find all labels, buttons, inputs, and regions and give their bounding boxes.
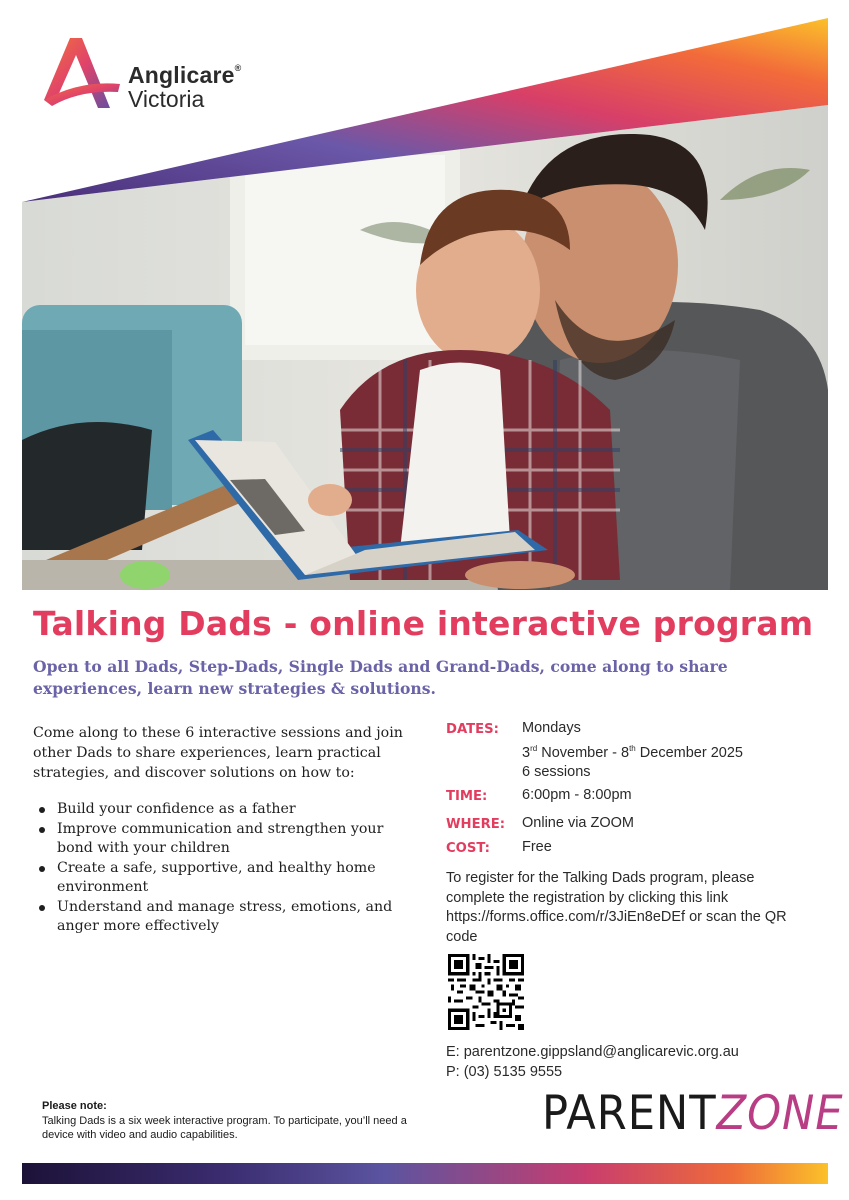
- parentzone-part2: ZONE: [716, 1086, 844, 1141]
- list-item: [33, 800, 418, 820]
- parentzone-part1: PARENT: [542, 1086, 717, 1141]
- where-value: Online via ZOOM: [522, 815, 634, 831]
- registered-mark: ®: [234, 63, 242, 73]
- page-subtitle: Open to all Dads, Step-Dads, Single Dads and Grand-Dads, come along to share experiences, learn new strategies & solutions.: [33, 657, 728, 698]
- contact-info: [446, 1043, 739, 1082]
- brand-wordmark: [128, 64, 241, 111]
- list-item-text: Create a safe, supportive, and healthy home environment: [57, 859, 376, 895]
- list-item-text: Build your confidence as a father: [57, 801, 296, 817]
- footer-gradient-bar: [22, 1163, 828, 1184]
- where-label: WHERE:: [446, 817, 506, 832]
- contact-phone[interactable]: P: (03) 5135 9555: [446, 1063, 563, 1080]
- parentzone-logo: [542, 1086, 844, 1141]
- bullet-icon: [39, 807, 45, 813]
- list-item: [33, 898, 418, 937]
- contact-email[interactable]: E: parentzone.gippsland@anglicarevic.org.au: [446, 1044, 739, 1060]
- list-item-text: Understand and manage stress, emotions, and anger more effectively: [57, 898, 393, 934]
- hero-photo: [22, 100, 828, 590]
- brand-name-line2: Victoria: [128, 86, 205, 112]
- bullet-icon: [39, 866, 45, 872]
- dates-label: DATES:: [446, 722, 499, 737]
- list-item-text: Improve communication and strengthen your bond with your children: [57, 820, 384, 856]
- benefits-list: [33, 800, 418, 937]
- brand-name-line1: Anglicare: [128, 62, 235, 88]
- intro-paragraph: Come along to these 6 interactive sessions and join other Dads to share experiences, learn practical strategies, and discover solutions on how to:: [33, 725, 403, 781]
- list-item: [33, 859, 418, 898]
- qr-code-icon[interactable]: [448, 954, 524, 1030]
- note-heading: Please note:: [42, 1100, 107, 1112]
- dates-day: Mondays: [522, 720, 581, 736]
- dates-range: 3rd November - 8th December 2025: [522, 743, 743, 761]
- time-value: 6:00pm - 8:00pm: [522, 787, 632, 803]
- bullet-icon: [39, 827, 45, 833]
- note-text: Talking Dads is a six week interactive program. To participate, you’ll need a device with video and audio capabilities.: [42, 1115, 407, 1141]
- dates-sessions: 6 sessions: [522, 763, 591, 780]
- cost-label: COST:: [446, 841, 490, 856]
- cost-value: Free: [522, 839, 552, 855]
- page-title: Talking Dads - online interactive program: [33, 604, 814, 643]
- list-item: [33, 820, 418, 859]
- anglicare-logo-icon: [44, 38, 120, 108]
- time-label: TIME:: [446, 789, 488, 804]
- dates-value: [522, 719, 743, 782]
- registration-text[interactable]: To register for the Talking Dads program, please complete the registration by clicking this link https://forms.office.com/r/3JiEn8eDEf or scan the QR code: [446, 870, 787, 945]
- bullet-icon: [39, 905, 45, 911]
